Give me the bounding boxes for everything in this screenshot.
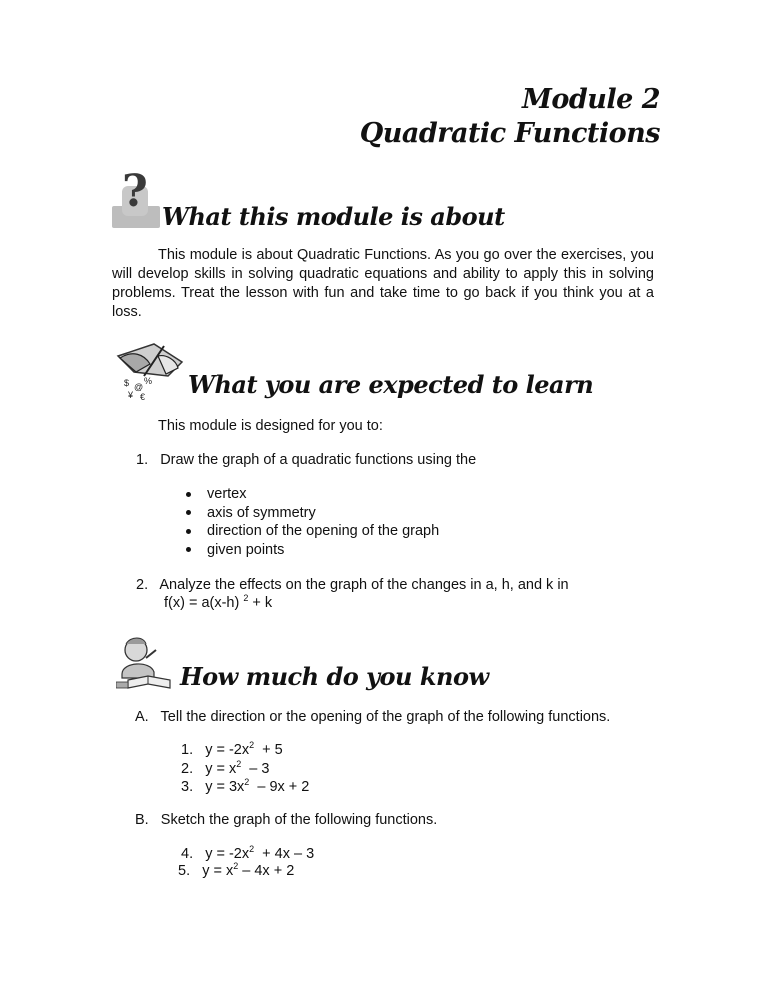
section-heading-expected: What you are expected to learn (188, 370, 594, 399)
objective-1-bullets (182, 485, 439, 559)
about-paragraph: This module is about Quadratic Functions. As you go over the exercises, you will develop skills in solving quadratic equations and ability to apply this in solving problems. Treat the lesson with fun and take time to go back if you think you at a loss. (112, 247, 654, 320)
part-b-items (178, 844, 315, 880)
vertex-form-formula: f(x) = a(x-h) $^2$ + k (164, 593, 273, 611)
svg-text:?: ? (122, 166, 148, 217)
bullet-icon (186, 547, 191, 552)
objective-number: 2. (136, 577, 149, 593)
question-item: 3. $y = 3x^2 - 9x + 2$ (181, 777, 310, 795)
bullet-item: given points (182, 541, 439, 560)
question-item: 2. $y = x^2 - 3$ (181, 758, 270, 777)
objective-1 (136, 452, 476, 468)
svg-text:$: $ (124, 378, 130, 388)
bullet-icon (186, 492, 191, 497)
bullet-icon (186, 510, 191, 515)
question-item: 5. $y = x^2 - 4x + 2$ (178, 861, 295, 879)
bullet-icon (186, 529, 191, 534)
question-item: 4. $y = -2x^2 + 4x - 3$ (181, 844, 315, 862)
svg-text:@: @ (134, 382, 144, 392)
svg-text:€: € (140, 392, 146, 402)
bullet-item: axis of symmetry (182, 504, 439, 523)
section-heading-know: How much do you know (180, 662, 489, 691)
objective-2 (136, 577, 569, 593)
svg-text:¥: ¥ (128, 390, 134, 400)
module-title: Quadratic Functions (359, 118, 660, 149)
section-heading-about: What this module is about (162, 202, 505, 231)
question-mark-icon (112, 162, 162, 230)
objective-text: Analyze the effects on the graph of the changes in a, h, and k in (159, 577, 569, 593)
part-b-instruction: B. Sketch the graph of the following functions. (135, 812, 438, 828)
part-a-items (181, 742, 309, 798)
bullet-item: vertex (182, 485, 439, 504)
svg-text:%: % (144, 376, 153, 386)
expected-intro: This module is designed for you to: (158, 418, 383, 434)
student-reading-icon (116, 636, 180, 692)
question-item: 1. $y = -2x^2 + 5$ (181, 740, 283, 758)
hands-writing-math-icon (114, 342, 184, 402)
part-a-instruction: A. Tell the direction or the opening of the graph of the following functions. (135, 709, 611, 725)
objective-number: 1. (136, 452, 149, 468)
objective-text: Draw the graph of a quadratic functions using the (160, 452, 477, 468)
module-label: Module 2 (521, 84, 660, 115)
bullet-item: direction of the opening of the graph (182, 522, 439, 541)
